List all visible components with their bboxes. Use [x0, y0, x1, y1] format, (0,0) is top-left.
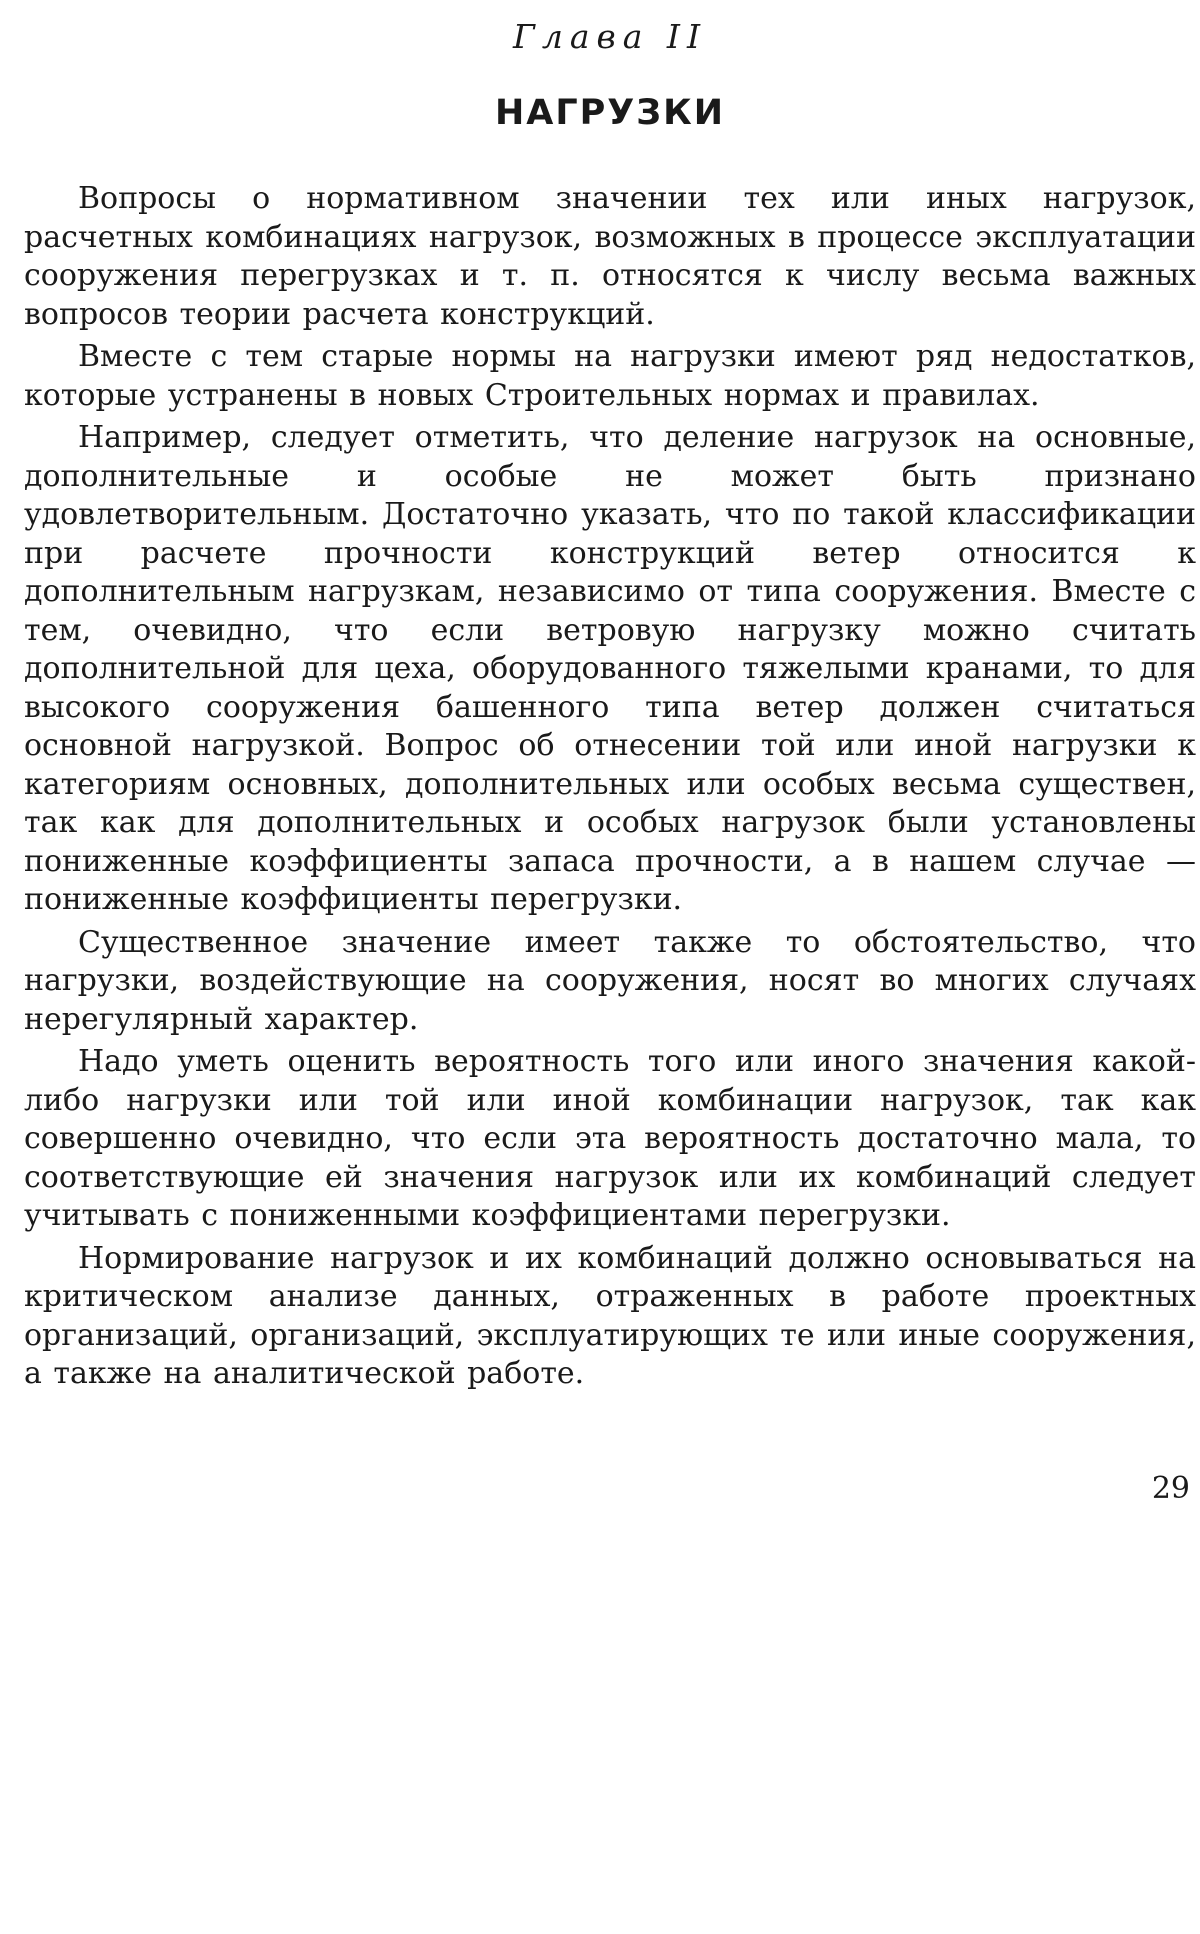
chapter-label: Глава II [513, 17, 707, 56]
paragraph-3: Например, следует отметить, что деление нагрузок на основные, дополнительные и особые не может быть признано удовлетворительным. Достаточно указать, что по такой классификации при расчете прочности конструкций ветер относится к дополнительным нагрузкам, независимо от типа сооружения. Вместе с тем, очевидно, что если ветровую нагрузку можно считать дополнительной для цеха, оборудованного тяжелыми кранами, то для высокого сооружения башенного типа ветер должен считаться основной нагрузкой. Вопрос об отнесении той или иной нагрузки к категориям основных, дополнительных или особых весьма существен, так как для дополнительных и особых нагрузок были установлены пониженные коэффициенты запаса прочности, а в нашем случае — пониженные коэффициенты перегрузки. [24, 420, 1196, 917]
page-number: 29 [1151, 1471, 1190, 1506]
book-page [24, 0, 1196, 1506]
paragraph-4: Существенное значение имеет также то обстоятельство, что нагрузки, воздействующие на сооружения, носят во многих случаях нерегулярный характер. [24, 924, 1196, 1037]
paragraph-6: Нормирование нагрузок и их комбинаций должно основываться на критическом анализе данных, отраженных в работе проектных организаций, организаций, эксплуатирующих те или иные сооружения, а также на аналитической работе. [24, 1240, 1196, 1391]
body-text [24, 180, 1196, 1394]
paragraph-2: Вместе с тем старые нормы на нагрузки имеют ряд недостатков, которые устранены в новых Строительных нормах и правилах. [24, 339, 1196, 413]
paragraph-1: Вопросы о нормативном значении тех или иных нагрузок, расчетных комбинациях нагрузок, возможных в процессе эксплуатации сооружения перегрузках и т. п. относятся к числу весьма важных вопросов теории расчета конструкций. [24, 181, 1196, 332]
chapter-title: НАГРУЗКИ [494, 93, 726, 133]
paragraph-5: Надо уметь оценить вероятность того или иного значения какой-либо нагрузки или той или иной комбинации нагрузок, так как совершенно очевидно, что если эта вероятность достаточно мала, то соответствующие ей значения нагрузок или их комбинаций следует учитывать с пониженными коэффициентами перегрузки. [24, 1044, 1196, 1233]
